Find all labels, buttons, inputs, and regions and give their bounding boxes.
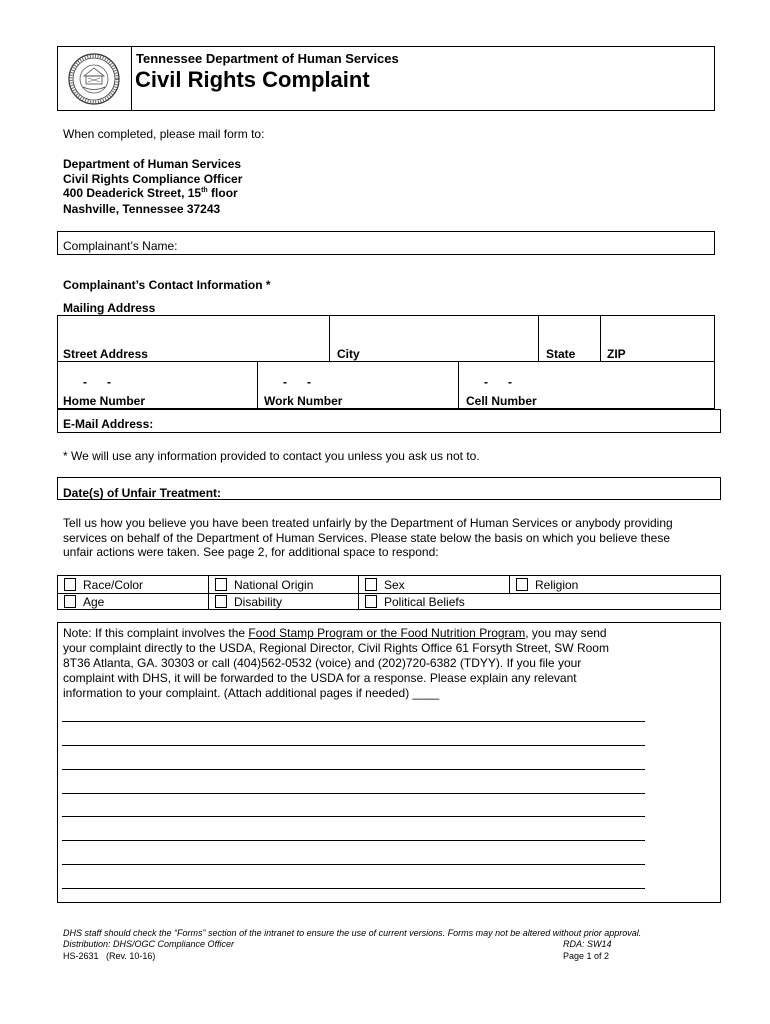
mail-intro: When completed, please mail form to: xyxy=(63,127,265,141)
distribution: Distribution: DHS/OGC Compliance Officer xyxy=(63,939,235,949)
cell-number-label: Cell Number xyxy=(466,394,537,408)
disability-checkbox[interactable] xyxy=(215,595,227,608)
religion-label: Religion xyxy=(535,578,579,592)
work-number-label: Work Number xyxy=(264,394,343,408)
address-line-3: 400 Deaderick Street, 15th floor xyxy=(63,186,238,200)
sex-checkbox[interactable] xyxy=(365,578,377,591)
age-checkbox[interactable] xyxy=(64,595,76,608)
political-beliefs-label: Political Beliefs xyxy=(384,595,465,609)
work-number-input[interactable]: - - xyxy=(283,375,311,389)
state-input[interactable] xyxy=(539,316,599,346)
page-number: Page 1 of 2 xyxy=(563,951,610,961)
note-line-4: complaint with DHS, it will be forwarded to the USDA for a response. Please explain any relevant xyxy=(63,671,577,685)
cell-number-input[interactable]: - - xyxy=(484,375,512,389)
address-line-1: Department of Human Services xyxy=(63,157,242,171)
phone-divider-1 xyxy=(257,362,258,409)
note-line-3: 8T36 Atlanta, GA. 30303 or call (404)562-0532 (voice) and (202)720-6382 (TDYY). If you file your xyxy=(63,656,582,670)
street-address-input[interactable] xyxy=(58,316,328,346)
answer-line[interactable] xyxy=(62,745,645,746)
note-line-2: your complaint directly to the USDA, Regional Director, Civil Rights Office 61 Forsyth Street, SW Room xyxy=(63,641,609,655)
answer-line[interactable] xyxy=(62,864,645,865)
address-line-2: Civil Rights Compliance Officer xyxy=(63,172,243,186)
political-beliefs-checkbox[interactable] xyxy=(365,595,377,608)
dates-label: Date(s) of Unfair Treatment: xyxy=(63,486,222,500)
agency-name: Tennessee Department of Human Services xyxy=(136,51,399,66)
email-label: E-Mail Address: xyxy=(63,417,154,431)
national-origin-checkbox[interactable] xyxy=(215,578,227,591)
contact-note: * We will use any information provided to contact you unless you ask us not to. xyxy=(63,449,480,463)
rda-code: RDA: SW14 xyxy=(563,939,612,949)
bases-col-divider-3 xyxy=(509,575,510,593)
address-line-4: Nashville, Tennessee 37243 xyxy=(63,202,221,216)
mailing-heading: Mailing Address xyxy=(63,301,156,315)
city-input[interactable] xyxy=(330,316,537,346)
state-label: State xyxy=(546,347,576,361)
answer-line[interactable] xyxy=(62,888,645,889)
national-origin-label: National Origin xyxy=(234,578,314,592)
answer-line[interactable] xyxy=(62,793,645,794)
religion-checkbox[interactable] xyxy=(516,578,528,591)
disability-label: Disability xyxy=(234,595,283,609)
phone-grid xyxy=(57,362,715,409)
zip-label: ZIP xyxy=(607,347,626,361)
note-line-5: information to your complaint. (Attach additional pages if needed) ____ xyxy=(63,686,440,700)
header-divider xyxy=(131,46,132,111)
contact-heading: Complainant’s Contact Information * xyxy=(63,278,271,292)
instructions-line-3: unfair actions were taken. See page 2, for additional space to respond: xyxy=(63,545,439,559)
sex-label: Sex xyxy=(384,578,405,592)
phone-divider-2 xyxy=(458,362,459,409)
form-title: Civil Rights Complaint xyxy=(135,67,370,92)
street-address-label: Street Address xyxy=(63,347,148,361)
bases-col-divider-1 xyxy=(208,575,209,610)
instructions-line-2: services on behalf of the Department of Human Services. Please state below the basis on which you believe these xyxy=(63,531,671,545)
state-seal-icon xyxy=(66,52,122,106)
city-label: City xyxy=(337,347,360,361)
food-program-link[interactable]: Food Stamp Program or the Food Nutrition Program xyxy=(248,626,526,640)
bases-col-divider-2 xyxy=(358,575,359,610)
answer-line[interactable] xyxy=(62,816,645,817)
home-number-label: Home Number xyxy=(63,394,146,408)
zip-input[interactable] xyxy=(601,316,714,346)
form-id: HS-2631 (Rev. 10-16) xyxy=(63,951,156,961)
bases-row-divider xyxy=(57,593,721,594)
instructions-line-1: Tell us how you believe you have been treated unfairly by the Department of Human Services or anybody providing xyxy=(63,516,673,530)
staff-note: DHS staff should check the “Forms” section of the intranet to ensure the use of current versions. Forms may not be altered without prior approval. xyxy=(63,928,642,938)
race-color-checkbox[interactable] xyxy=(64,578,76,591)
note-line-1: Note: If this complaint involves the Food Stamp Program or the Food Nutrition Program, you may send xyxy=(63,626,607,640)
answer-line[interactable] xyxy=(62,721,645,722)
home-number-input[interactable]: - - xyxy=(83,375,111,389)
email-field[interactable] xyxy=(57,409,721,433)
age-label: Age xyxy=(83,595,105,609)
race-color-label: Race/Color xyxy=(83,578,144,592)
answer-line[interactable] xyxy=(62,840,645,841)
complainant-name-label: Complainant’s Name: xyxy=(63,239,178,253)
answer-line[interactable] xyxy=(62,769,645,770)
